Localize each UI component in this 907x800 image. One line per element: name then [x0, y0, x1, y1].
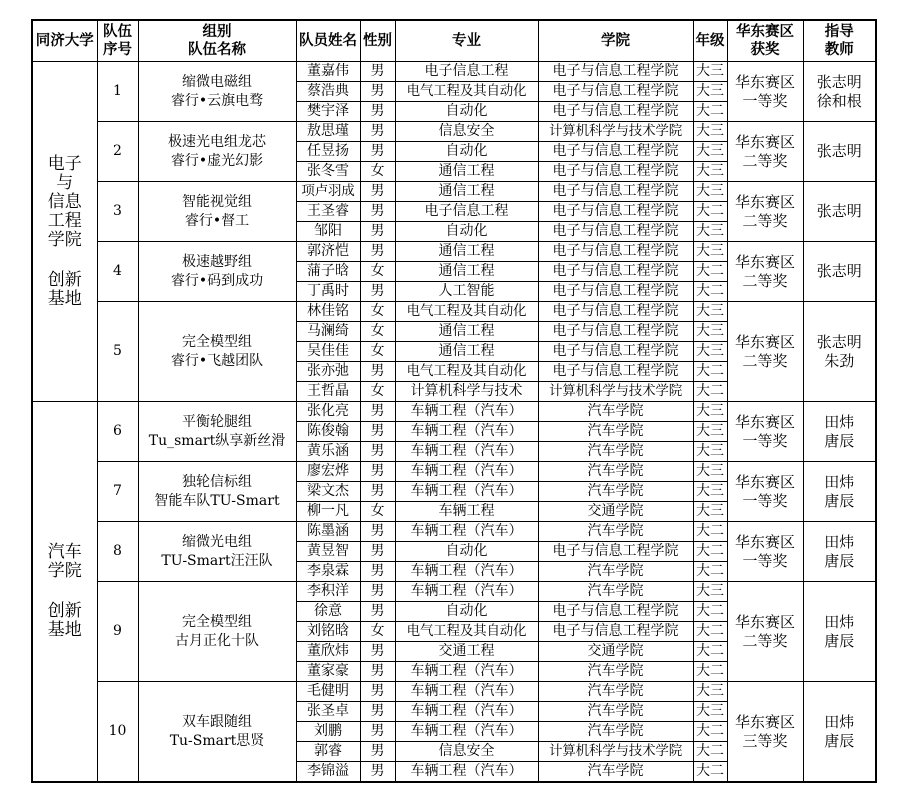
- member-name: 敖思瑾: [296, 122, 360, 142]
- award: 华东赛区 二等奖: [727, 582, 803, 682]
- member-grade: 大三: [693, 502, 727, 522]
- member-grade: 大二: [693, 642, 727, 662]
- member-college: 电子与信息工程学院: [538, 142, 693, 162]
- member-name: 陈墨涵: [296, 522, 360, 542]
- member-college: 电子与信息工程学院: [538, 322, 693, 342]
- school-name: 电子 与 信息 工程 学院 创新 基地: [32, 62, 97, 402]
- member-grade: 大二: [693, 602, 727, 622]
- header-gender: 性别: [360, 20, 395, 62]
- member-name: 廖宏烨: [296, 462, 360, 482]
- member-grade: 大三: [693, 402, 727, 422]
- member-name: 张亦弛: [296, 362, 360, 382]
- member-major: 车辆工程（汽车）: [395, 482, 538, 502]
- advisor: 田炜 唐辰: [803, 682, 876, 783]
- team-number: 7: [97, 462, 138, 522]
- award: 华东赛区 一等奖: [727, 522, 803, 582]
- member-major: 车辆工程: [395, 502, 538, 522]
- team-name: 平衡轮腿组 Tu_smart纵享新丝滑: [138, 402, 296, 462]
- member-gender: 男: [360, 102, 395, 122]
- member-college: 电子与信息工程学院: [538, 342, 693, 362]
- member-name: 邹阳: [296, 222, 360, 242]
- member-major: 车辆工程（汽车）: [395, 682, 538, 702]
- member-name: 李泉霖: [296, 562, 360, 582]
- table-row: [32, 582, 876, 602]
- award: 华东赛区 二等奖: [727, 182, 803, 242]
- member-grade: 大三: [693, 182, 727, 202]
- member-grade: 大二: [693, 382, 727, 402]
- member-gender: 女: [360, 382, 395, 402]
- member-major: 车辆工程（汽车）: [395, 762, 538, 783]
- member-gender: 男: [360, 522, 395, 542]
- member-gender: 女: [360, 342, 395, 362]
- member-major: 通信工程: [395, 342, 538, 362]
- member-name: 刘铭晗: [296, 622, 360, 642]
- member-major: 信息安全: [395, 122, 538, 142]
- advisor: 张志明: [803, 182, 876, 242]
- member-grade: 大三: [693, 462, 727, 482]
- member-grade: 大二: [693, 262, 727, 282]
- advisor: 张志明: [803, 122, 876, 182]
- member-major: 自动化: [395, 142, 538, 162]
- member-name: 董嘉伟: [296, 62, 360, 82]
- member-grade: 大三: [693, 342, 727, 362]
- member-grade: 大二: [693, 102, 727, 122]
- table-row: [32, 522, 876, 542]
- member-grade: 大三: [693, 142, 727, 162]
- member-name: 张圣卓: [296, 702, 360, 722]
- team-number: 8: [97, 522, 138, 582]
- header-member: 队员姓名: [296, 20, 360, 62]
- member-grade: 大二: [693, 742, 727, 762]
- member-grade: 大二: [693, 762, 727, 783]
- member-gender: 男: [360, 602, 395, 622]
- member-grade: 大二: [693, 542, 727, 562]
- advisor: 张志明 徐和根: [803, 62, 876, 122]
- team-name: 缩微光电组 TU-Smart汪汪队: [138, 522, 296, 582]
- member-name: 任昱扬: [296, 142, 360, 162]
- member-major: 电子信息工程: [395, 202, 538, 222]
- member-college: 汽车学院: [538, 402, 693, 422]
- award: 华东赛区 二等奖: [727, 242, 803, 302]
- table-row: [32, 242, 876, 262]
- header-university: 同济大学: [32, 20, 97, 62]
- award: 华东赛区 三等奖: [727, 682, 803, 783]
- member-gender: 男: [360, 562, 395, 582]
- team-number: 3: [97, 182, 138, 242]
- member-major: 电气工程及其自动化: [395, 622, 538, 642]
- header-award: 华东赛区 获奖: [727, 20, 803, 62]
- member-gender: 男: [360, 662, 395, 682]
- member-grade: 大三: [693, 422, 727, 442]
- member-gender: 男: [360, 742, 395, 762]
- member-grade: 大二: [693, 202, 727, 222]
- award: 华东赛区 一等奖: [727, 62, 803, 122]
- award: 华东赛区 一等奖: [727, 462, 803, 522]
- member-grade: 大二: [693, 622, 727, 642]
- member-major: 自动化: [395, 102, 538, 122]
- member-college: 电子与信息工程学院: [538, 102, 693, 122]
- table-row: [32, 182, 876, 202]
- member-college: 电子与信息工程学院: [538, 622, 693, 642]
- member-name: 王圣睿: [296, 202, 360, 222]
- member-gender: 男: [360, 82, 395, 102]
- team-name: 极速光电组龙芯 睿行•虚光幻影: [138, 122, 296, 182]
- member-major: 信息安全: [395, 742, 538, 762]
- member-grade: 大二: [693, 562, 727, 582]
- member-grade: 大三: [693, 702, 727, 722]
- member-college: 汽车学院: [538, 722, 693, 742]
- team-number: 2: [97, 122, 138, 182]
- award: 华东赛区 二等奖: [727, 122, 803, 182]
- member-college: 汽车学院: [538, 562, 693, 582]
- advisor: 田炜 唐辰: [803, 522, 876, 582]
- member-college: 电子与信息工程学院: [538, 182, 693, 202]
- member-name: 项卢羽成: [296, 182, 360, 202]
- member-major: 通信工程: [395, 322, 538, 342]
- member-college: 交通学院: [538, 502, 693, 522]
- header-grade: 年级: [693, 20, 727, 62]
- member-grade: 大三: [693, 242, 727, 262]
- table-row: [32, 682, 876, 702]
- member-grade: 大三: [693, 482, 727, 502]
- member-gender: 男: [360, 682, 395, 702]
- member-major: 车辆工程（汽车）: [395, 562, 538, 582]
- member-college: 计算机科学与技术学院: [538, 122, 693, 142]
- member-name: 郭济恺: [296, 242, 360, 262]
- table-row: [32, 302, 876, 322]
- member-major: 车辆工程（汽车）: [395, 522, 538, 542]
- member-name: 李积洋: [296, 582, 360, 602]
- table-row: [32, 122, 876, 142]
- member-name: 陈俊翰: [296, 422, 360, 442]
- member-gender: 男: [360, 542, 395, 562]
- member-grade: 大三: [693, 122, 727, 142]
- member-name: 董欣炜: [296, 642, 360, 662]
- member-name: 蒲子晗: [296, 262, 360, 282]
- member-major: 交通工程: [395, 642, 538, 662]
- member-major: 通信工程: [395, 262, 538, 282]
- member-gender: 女: [360, 162, 395, 182]
- member-major: 通信工程: [395, 162, 538, 182]
- team-name: 独轮信标组 智能车队TU-Smart: [138, 462, 296, 522]
- member-gender: 男: [360, 402, 395, 422]
- member-college: 电子与信息工程学院: [538, 302, 693, 322]
- member-gender: 女: [360, 322, 395, 342]
- member-college: 汽车学院: [538, 702, 693, 722]
- award: 华东赛区 一等奖: [727, 402, 803, 462]
- member-name: 王哲晶: [296, 382, 360, 402]
- team-number: 9: [97, 582, 138, 682]
- member-college: 电子与信息工程学院: [538, 222, 693, 242]
- advisor: 田炜 唐辰: [803, 402, 876, 462]
- header-college: 学院: [538, 20, 693, 62]
- member-major: 电气工程及其自动化: [395, 362, 538, 382]
- school-name: 汽车 学院 创新 基地: [32, 402, 97, 783]
- member-grade: 大二: [693, 282, 727, 302]
- member-gender: 男: [360, 442, 395, 462]
- member-grade: 大三: [693, 682, 727, 702]
- member-college: 汽车学院: [538, 442, 693, 462]
- member-gender: 男: [360, 202, 395, 222]
- header-row: [32, 20, 876, 62]
- member-name: 樊宇泽: [296, 102, 360, 122]
- member-grade: 大二: [693, 362, 727, 382]
- award: 华东赛区 二等奖: [727, 302, 803, 402]
- advisor: 张志明 朱劲: [803, 302, 876, 402]
- member-name: 郭睿: [296, 742, 360, 762]
- table-row: [32, 402, 876, 422]
- member-name: 梁文杰: [296, 482, 360, 502]
- member-grade: 大三: [693, 442, 727, 462]
- advisor: 田炜 唐辰: [803, 462, 876, 522]
- team-name: 极速越野组 睿行•码到成功: [138, 242, 296, 302]
- member-major: 电子信息工程: [395, 62, 538, 82]
- member-major: 车辆工程（汽车）: [395, 582, 538, 602]
- member-college: 电子与信息工程学院: [538, 542, 693, 562]
- member-grade: 大三: [693, 62, 727, 82]
- member-name: 黄昱智: [296, 542, 360, 562]
- member-name: 张化亮: [296, 402, 360, 422]
- member-gender: 男: [360, 362, 395, 382]
- member-college: 汽车学院: [538, 582, 693, 602]
- member-major: 车辆工程（汽车）: [395, 662, 538, 682]
- member-gender: 男: [360, 482, 395, 502]
- table-row: [32, 462, 876, 482]
- member-name: 张冬雪: [296, 162, 360, 182]
- member-gender: 男: [360, 122, 395, 142]
- member-gender: 女: [360, 622, 395, 642]
- member-gender: 男: [360, 62, 395, 82]
- member-name: 蔡浩典: [296, 82, 360, 102]
- member-college: 电子与信息工程学院: [538, 362, 693, 382]
- member-college: 汽车学院: [538, 662, 693, 682]
- team-number: 10: [97, 682, 138, 783]
- member-gender: 男: [360, 462, 395, 482]
- member-college: 汽车学院: [538, 462, 693, 482]
- member-gender: 男: [360, 422, 395, 442]
- member-grade: 大二: [693, 662, 727, 682]
- member-major: 人工智能: [395, 282, 538, 302]
- team-number: 5: [97, 302, 138, 402]
- advisor: 张志明: [803, 242, 876, 302]
- member-college: 电子与信息工程学院: [538, 262, 693, 282]
- member-grade: 大二: [693, 522, 727, 542]
- member-grade: 大二: [693, 722, 727, 742]
- member-major: 车辆工程（汽车）: [395, 722, 538, 742]
- member-gender: 女: [360, 262, 395, 282]
- member-college: 电子与信息工程学院: [538, 242, 693, 262]
- member-college: 电子与信息工程学院: [538, 162, 693, 182]
- header-major: 专业: [395, 20, 538, 62]
- member-major: 电气工程及其自动化: [395, 302, 538, 322]
- member-grade: 大三: [693, 222, 727, 242]
- member-college: 计算机科学与技术学院: [538, 382, 693, 402]
- team-name: 完全模型组 古月正化十队: [138, 582, 296, 682]
- member-major: 计算机科学与技术: [395, 382, 538, 402]
- member-gender: 男: [360, 242, 395, 262]
- member-gender: 女: [360, 302, 395, 322]
- member-name: 吴佳佳: [296, 342, 360, 362]
- table-row: [32, 62, 876, 82]
- member-gender: 男: [360, 762, 395, 783]
- team-number: 4: [97, 242, 138, 302]
- member-name: 林佳铭: [296, 302, 360, 322]
- member-major: 车辆工程（汽车）: [395, 702, 538, 722]
- member-college: 电子与信息工程学院: [538, 82, 693, 102]
- member-college: 电子与信息工程学院: [538, 202, 693, 222]
- team-number: 1: [97, 62, 138, 122]
- member-major: 自动化: [395, 222, 538, 242]
- member-name: 毛健明: [296, 682, 360, 702]
- member-major: 通信工程: [395, 242, 538, 262]
- member-gender: 男: [360, 642, 395, 662]
- member-gender: 男: [360, 222, 395, 242]
- member-gender: 男: [360, 182, 395, 202]
- member-grade: 大三: [693, 582, 727, 602]
- member-college: 汽车学院: [538, 522, 693, 542]
- member-college: 电子与信息工程学院: [538, 282, 693, 302]
- member-college: 电子与信息工程学院: [538, 602, 693, 622]
- member-major: 车辆工程（汽车）: [395, 402, 538, 422]
- member-name: 李锦溢: [296, 762, 360, 783]
- member-name: 刘鹏: [296, 722, 360, 742]
- member-name: 董家豪: [296, 662, 360, 682]
- member-college: 汽车学院: [538, 762, 693, 783]
- member-gender: 男: [360, 142, 395, 162]
- member-gender: 男: [360, 582, 395, 602]
- header-team-name: 组别 队伍名称: [138, 20, 296, 62]
- member-major: 车辆工程（汽车）: [395, 462, 538, 482]
- member-gender: 男: [360, 282, 395, 302]
- member-major: 通信工程: [395, 182, 538, 202]
- member-gender: 男: [360, 722, 395, 742]
- member-major: 自动化: [395, 602, 538, 622]
- member-grade: 大三: [693, 82, 727, 102]
- member-major: 电气工程及其自动化: [395, 82, 538, 102]
- member-grade: 大三: [693, 162, 727, 182]
- roster-body: [32, 62, 876, 783]
- member-grade: 大三: [693, 302, 727, 322]
- member-major: 车辆工程（汽车）: [395, 422, 538, 442]
- member-gender: 男: [360, 702, 395, 722]
- member-major: 车辆工程（汽车）: [395, 442, 538, 462]
- member-name: 黄乐涵: [296, 442, 360, 462]
- member-college: 汽车学院: [538, 482, 693, 502]
- member-college: 汽车学院: [538, 682, 693, 702]
- member-college: 汽车学院: [538, 422, 693, 442]
- team-name: 完全模型组 睿行•飞越团队: [138, 302, 296, 402]
- member-name: 马澜绮: [296, 322, 360, 342]
- member-name: 徐意: [296, 602, 360, 622]
- team-name: 智能视觉组 睿行•督工: [138, 182, 296, 242]
- team-name: 双车跟随组 Tu-Smart思贤: [138, 682, 296, 783]
- member-college: 交通学院: [538, 642, 693, 662]
- team-roster-table: [31, 19, 877, 783]
- team-name: 缩微电磁组 睿行•云旗电骛: [138, 62, 296, 122]
- team-number: 6: [97, 402, 138, 462]
- member-college: 电子与信息工程学院: [538, 62, 693, 82]
- member-name: 丁禹时: [296, 282, 360, 302]
- member-college: 计算机科学与技术学院: [538, 742, 693, 762]
- member-name: 柳一凡: [296, 502, 360, 522]
- member-grade: 大三: [693, 322, 727, 342]
- header-advisor: 指导 教师: [803, 20, 876, 62]
- header-team-no: 队伍 序号: [97, 20, 138, 62]
- advisor: 田炜 唐辰: [803, 582, 876, 682]
- member-major: 自动化: [395, 542, 538, 562]
- member-gender: 女: [360, 502, 395, 522]
